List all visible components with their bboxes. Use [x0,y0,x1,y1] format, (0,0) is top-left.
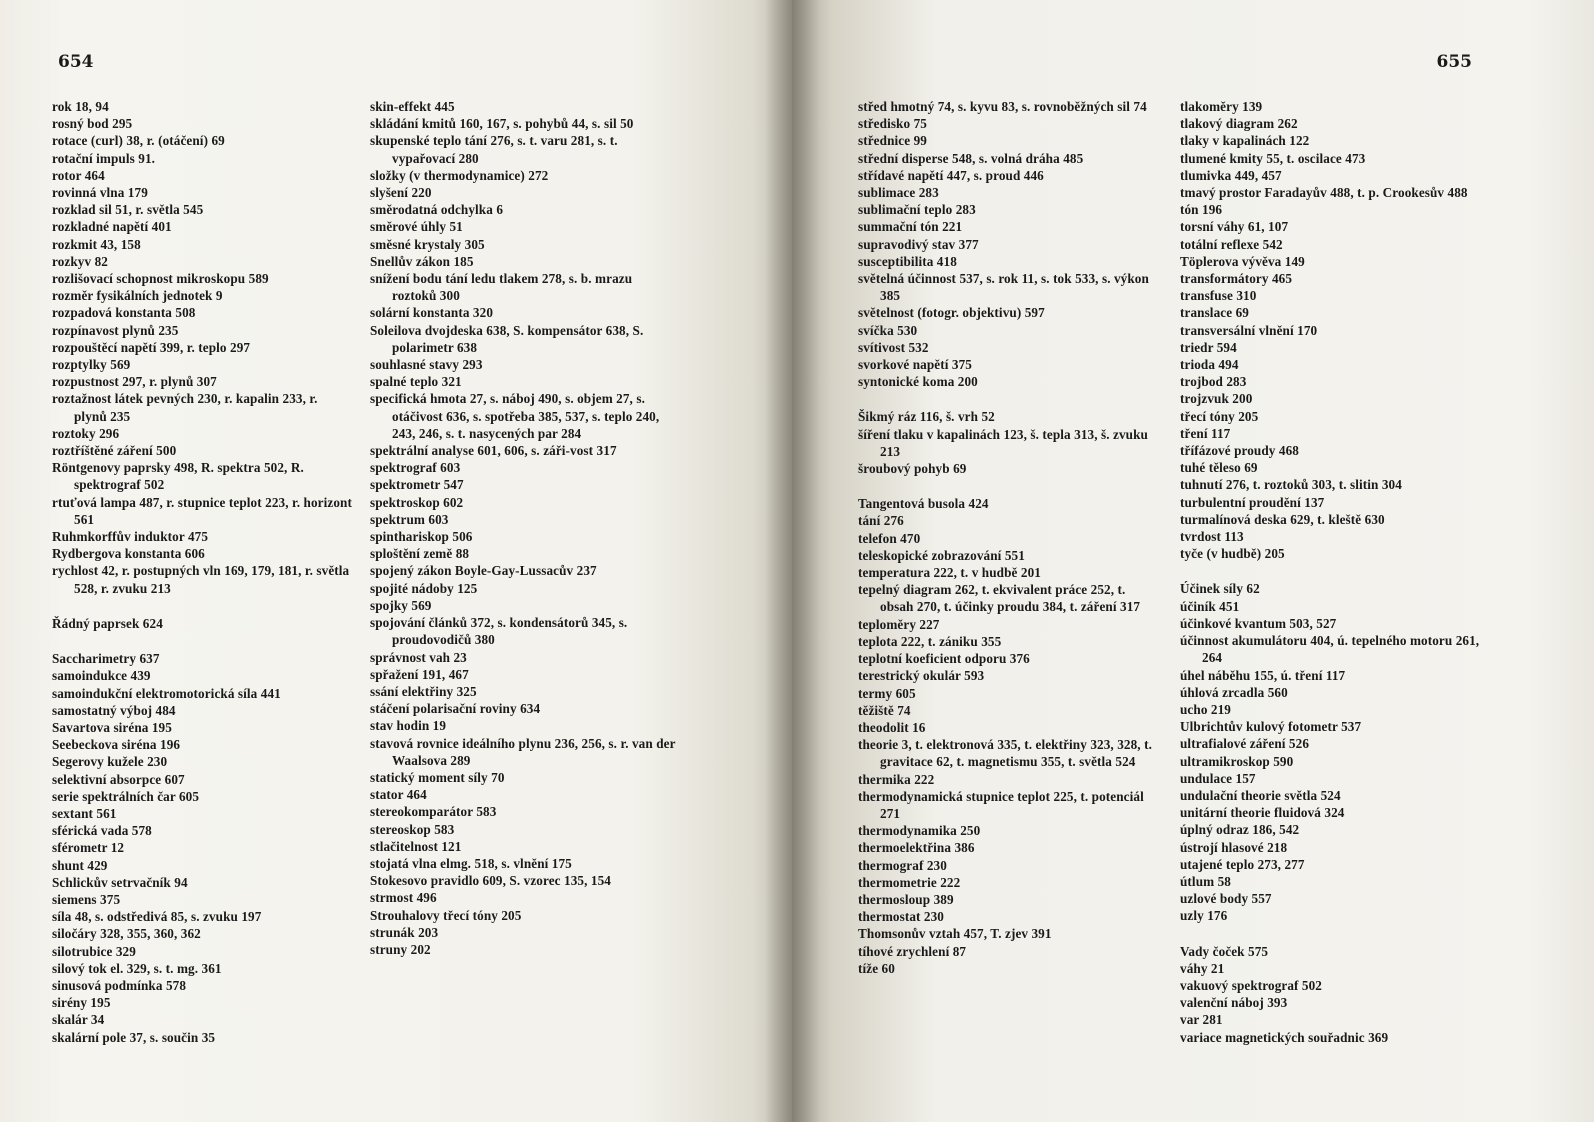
index-entry: rozklad sil 51, r. světla 545 [52,202,204,218]
index-entry: sférická vada 578 [52,823,152,839]
index-entry: střední disperse 548, s. volná dráha 485 [858,150,1084,166]
index-entry: termy 605 [858,685,916,701]
index-entry: účiník 451 [1180,598,1240,614]
page-number-right: 655 [1436,52,1472,72]
index-entry: spojité nádoby 125 [370,580,478,596]
index-entry: Soleilova dvojdeska 638, S. kompensátor 638, S. polarimetr 638 [370,322,644,355]
index-entry: supravodivý stav 377 [858,236,979,252]
index-entry: tření 117 [1180,425,1231,441]
index-entry: spektrum 603 [370,511,449,527]
index-entry: Schlickův setrvačník 94 [52,874,188,890]
index-entry: skupenské teplo tání 276, s. t. varu 281, s. t. vypařovací 280 [370,133,618,166]
index-entry: roztažnost látek pevných 230, r. kapalin 233, r. plynů 235 [52,391,318,424]
index-entry: sploštění země 88 [370,546,470,562]
index-entry: teploměry 227 [858,616,940,632]
index-entry: theorie 3, t. elektronová 335, t. elektřiny 323, 328, t. gravitace 62, t. magnetismu 355, t. světla 524 [858,737,1152,770]
index-entry: trojbod 283 [1180,374,1247,390]
index-entry: střednice 99 [858,133,927,149]
index-entry: Stokesovo pravidlo 609, S. vzorec 135, 154 [370,873,611,889]
index-entry: thermosloup 389 [858,891,954,907]
index-entry: účinnost akumulátoru 404, ú. tepelného motoru 261, 264 [1180,633,1480,666]
index-entry: spektrometr 547 [370,477,464,493]
index-entry: strmost 496 [370,890,437,906]
index-entry: rozkladné napětí 401 [52,219,172,235]
index-entry: třecí tóny 205 [1180,408,1259,424]
index-entry: ssání elektřiny 325 [370,683,477,699]
index-entry: spektroskop 602 [370,494,464,510]
index-entry: snížení bodu tání ledu tlakem 278, s. b. mrazu roztoků 300 [370,271,633,304]
index-entry: samostatný výboj 484 [52,702,176,718]
index-entry: Řádný paprsek 624 [52,615,163,631]
index-entry: terestrický okulár 593 [858,668,985,684]
index-entry: thermoelektřina 386 [858,840,975,856]
index-entry: selektivní absorpce 607 [52,771,185,787]
index-entry: těžiště 74 [858,702,911,718]
index-entry: serie spektrálních čar 605 [52,788,200,804]
index-entry: transformátory 465 [1180,271,1293,287]
index-entry: sinusová podmínka 578 [52,977,187,993]
index-entry: variace magnetických souřadnic 369 [1180,1029,1389,1045]
index-entry: thermograf 230 [858,857,947,873]
index-entry: rozptylky 569 [52,357,131,373]
index-entry: Segerovy kužele 230 [52,754,168,770]
right-page [792,0,1594,1122]
index-entry: rotační impuls 91. [52,150,156,166]
index-entry: střídavé napětí 447, s. proud 446 [858,167,1044,183]
index-column-1 [52,98,352,1046]
index-entry: Töplerova vývěva 149 [1180,253,1305,269]
index-entry: směrové úhly 51 [370,219,463,235]
index-entry: spojený zákon Boyle-Gay-Lussacův 237 [370,563,597,579]
index-entry: stator 464 [370,787,427,803]
index-entry: Thomsonův vztah 457, T. zjev 391 [858,926,1052,942]
index-entry: tuhnutí 276, t. roztoků 303, t. slitin 304 [1180,477,1402,493]
index-entry: tání 276 [858,513,904,529]
index-entry: teplotní koeficient odporu 376 [858,651,1030,667]
index-entry: Rydbergova konstanta 606 [52,546,205,562]
index-entry: summační tón 221 [858,219,963,235]
index-entry: váhy 21 [1180,960,1225,976]
index-entry: transfuse 310 [1180,288,1257,304]
index-entry: spektrograf 603 [370,460,461,476]
index-entry: složky (v thermodynamice) 272 [370,167,549,183]
index-entry: ústrojí hlasové 218 [1180,839,1288,855]
index-entry: stav hodin 19 [370,718,447,734]
index-entry: undulace 157 [1180,770,1256,786]
index-entry: samoindukční elektromotorická síla 441 [52,685,281,701]
index-entry: rozpouštěcí napětí 399, r. teplo 297 [52,339,251,355]
index-entry: tvrdost 113 [1180,529,1244,545]
index-entry: rozkmit 43, 158 [52,236,141,252]
index-entry: trojzvuk 200 [1180,391,1253,407]
index-entry: siločáry 328, 355, 360, 362 [52,926,201,942]
index-entry: strunák 203 [370,924,439,940]
index-entry: rozměr fysikálních jednotek 9 [52,288,223,304]
index-entry: unitární theorie fluidová 324 [1180,805,1345,821]
index-entry: rozlišovací schopnost mikroskopu 589 [52,271,269,287]
left-page [0,0,792,1122]
index-column-2 [370,98,676,958]
index-entry: teplota 222, t. zániku 355 [858,633,1002,649]
index-entry: skalár 34 [52,1012,105,1028]
index-entry: ultramikroskop 590 [1180,753,1294,769]
index-entry: stavová rovnice ideálního plynu 236, 256, s. r. van der Waalsova 289 [370,735,676,768]
page-number-left: 654 [58,52,94,72]
index-entry: světelnost (fotogr. objektivu) 597 [858,305,1045,321]
section-gap [1180,925,1480,943]
index-entry: stojatá vlna elmg. 518, s. vlnění 175 [370,855,572,871]
section-gap [52,597,352,615]
index-entry: totální reflexe 542 [1180,236,1283,252]
index-entry: tlumivka 449, 457 [1180,167,1282,183]
index-entry: struny 202 [370,941,431,957]
index-entry: sextant 561 [52,805,117,821]
index-entry: rovinná vlna 179 [52,185,148,201]
index-entry: susceptibilita 418 [858,253,957,269]
index-entry: uzly 176 [1180,908,1228,924]
index-entry: Vady čoček 575 [1180,943,1269,959]
index-entry: rozpadová konstanta 508 [52,305,196,321]
index-entry: souhlasné stavy 293 [370,357,483,373]
index-entry: tlumené kmity 55, t. oscilace 473 [1180,150,1366,166]
index-entry: světelná účinnost 537, s. rok 11, s. tok 533, s. výkon 385 [858,271,1149,304]
index-entry: slyšení 220 [370,185,432,201]
index-entry: tmavý prostor Faradayův 488, t. p. Crookesův 488 [1180,185,1468,201]
index-entry: thermostat 230 [858,909,944,925]
index-entry: rotace (curl) 38, r. (otáčení) 69 [52,133,225,149]
index-entry: Tangentová busola 424 [858,496,989,512]
index-entry: turbulentní proudění 137 [1180,494,1325,510]
book-gutter-shadow [765,0,820,1122]
index-entry: rozkyv 82 [52,253,108,269]
index-entry: svíčka 530 [858,322,918,338]
index-entry: Šikmý ráz 116, š. vrh 52 [858,409,995,425]
index-entry: rozpustnost 297, r. plynů 307 [52,374,217,390]
index-entry: turmalínová deska 629, t. kleště 630 [1180,511,1385,527]
index-entry: tyče (v hudbě) 205 [1180,546,1285,562]
index-entry: Saccharimetry 637 [52,651,160,667]
index-entry: theodolit 16 [858,719,926,735]
index-entry: spojky 569 [370,597,432,613]
index-entry: specifická hmota 27, s. náboj 490, s. objem 27, s. otáčivost 636, s. spotřeba 385, 537, s. teplo 240, 243, 246, s. t. nasycených par 284 [370,391,660,441]
index-entry: skalární pole 37, s. součin 35 [52,1029,216,1045]
index-entry: Strouhalovy třecí tóny 205 [370,907,522,923]
index-entry: stereoskop 583 [370,821,455,837]
index-entry: Snellův zákon 185 [370,253,474,269]
index-entry: směrodatná odchylka 6 [370,202,504,218]
index-entry: svítivost 532 [858,339,929,355]
index-entry: vakuový spektrograf 502 [1180,977,1322,993]
index-entry: telefon 470 [858,530,921,546]
index-entry: rtuťová lampa 487, r. stupnice teplot 223, r. horizont 561 [52,494,352,527]
index-entry: šíření tlaku v kapalinách 123, š. tepla 313, š. zvuku 213 [858,426,1148,459]
index-entry: směsné krystaly 305 [370,236,485,252]
index-entry: stáčení polarisační roviny 634 [370,701,541,717]
index-entry: thermometrie 222 [858,874,961,890]
index-entry: siemens 375 [52,891,121,907]
section-gap [52,632,352,650]
index-entry: teleskopické zobrazování 551 [858,547,1025,563]
index-entry: Seebeckova siréna 196 [52,737,181,753]
index-entry: sublimační teplo 283 [858,202,976,218]
index-entry: střed hmotný 74, s. kyvu 83, s. rovnoběžných sil 74 [858,99,1147,114]
index-entry: rychlost 42, r. postupných vln 169, 179, 181, r. světla 528, r. zvuku 213 [52,563,350,596]
index-entry: valenční náboj 393 [1180,995,1288,1011]
index-entry: samoindukce 439 [52,668,151,684]
index-entry: undulační theorie světla 524 [1180,787,1341,803]
index-entry: spinthariskop 506 [370,529,473,545]
index-entry: sférometr 12 [52,840,125,856]
index-entry: temperatura 222, t. v hudbě 201 [858,565,1041,581]
index-entry: thermika 222 [858,771,935,787]
index-entry: thermodynamika 250 [858,823,981,839]
index-entry: tepelný diagram 262, t. ekvivalent práce 252, t. obsah 270, t. účinky proudu 384, t. záření 317 [858,582,1141,615]
index-entry: skládání kmitů 160, 167, s. pohybů 44, s. sil 50 [370,116,634,132]
index-entry: útlum 58 [1180,873,1231,889]
index-entry: rozpínavost plynů 235 [52,322,179,338]
index-entry: tlaky v kapalinách 122 [1180,133,1310,149]
index-entry: tíhové zrychlení 87 [858,943,967,959]
section-gap [858,477,1158,495]
index-entry: svorkové napětí 375 [858,357,972,373]
index-entry: tíže 60 [858,960,895,976]
index-entry: Účinek síly 62 [1180,581,1260,597]
index-entry: síla 48, s. odstředivá 85, s. zvuku 197 [52,909,262,925]
index-entry: Ruhmkorffův induktor 475 [52,529,209,545]
index-entry: rok 18, 94 [52,99,109,114]
index-entry: tuhé těleso 69 [1180,460,1258,476]
index-entry: Ulbrichtův kulový fotometr 537 [1180,719,1362,735]
index-entry: tlakoměry 139 [1180,99,1263,114]
index-entry: stlačitelnost 121 [370,838,462,854]
index-entry: třífázové proudy 468 [1180,443,1299,459]
index-entry: spalné teplo 321 [370,374,462,390]
index-entry: středisko 75 [858,116,927,132]
index-column-3 [858,98,1158,977]
index-entry: ultrafialové záření 526 [1180,736,1310,752]
index-entry: rotor 464 [52,167,105,183]
index-entry: správnost vah 23 [370,649,467,665]
index-entry: triedr 594 [1180,339,1237,355]
index-entry: spřažení 191, 467 [370,666,469,682]
index-entry: torsní váhy 61, 107 [1180,219,1289,235]
index-entry: úplný odraz 186, 542 [1180,822,1300,838]
index-entry: úhel náběhu 155, ú. tření 117 [1180,667,1346,683]
index-entry: spojování článků 372, s. kondensátorů 345, s. proudovodičů 380 [370,615,628,648]
index-entry: trioda 494 [1180,357,1239,373]
index-entry: stereokomparátor 583 [370,804,497,820]
index-entry: šroubový pohyb 69 [858,461,967,477]
index-entry: úhlová zrcadla 560 [1180,684,1288,700]
index-entry: transversální vlnění 170 [1180,322,1318,338]
index-entry: Savartova siréna 195 [52,719,172,735]
index-entry: spektrální analyse 601, 606, s. záři-vost 317 [370,443,617,459]
index-entry: silový tok el. 329, s. t. mg. 361 [52,960,222,976]
index-entry: translace 69 [1180,305,1249,321]
index-entry: sublimace 283 [858,185,939,201]
index-entry: solární konstanta 320 [370,305,494,321]
index-entry: ucho 219 [1180,701,1231,717]
index-entry: skin-effekt 445 [370,99,455,114]
index-entry: rosný bod 295 [52,116,133,132]
index-entry: var 281 [1180,1012,1223,1028]
index-entry: thermodynamická stupnice teplot 225, t. potenciál 271 [858,788,1144,821]
index-entry: statický moment síly 70 [370,769,505,785]
index-entry: sirény 195 [52,995,111,1011]
section-gap [1180,562,1480,580]
index-column-4 [1180,98,1480,1046]
index-entry: utajené teplo 273, 277 [1180,856,1305,872]
index-entry: shunt 429 [52,857,108,873]
index-entry: tón 196 [1180,202,1223,218]
index-entry: tlakový diagram 262 [1180,116,1298,132]
index-entry: uzlové body 557 [1180,891,1272,907]
index-entry: silotrubice 329 [52,943,136,959]
index-entry: syntonické koma 200 [858,374,978,390]
index-entry: roztříštěné záření 500 [52,443,177,459]
section-gap [858,390,1158,408]
index-entry: roztoky 296 [52,425,120,441]
index-entry: účinkové kvantum 503, 527 [1180,615,1337,631]
index-entry: Röntgenovy paprsky 498, R. spektra 502, R. spektrograf 502 [52,460,304,493]
